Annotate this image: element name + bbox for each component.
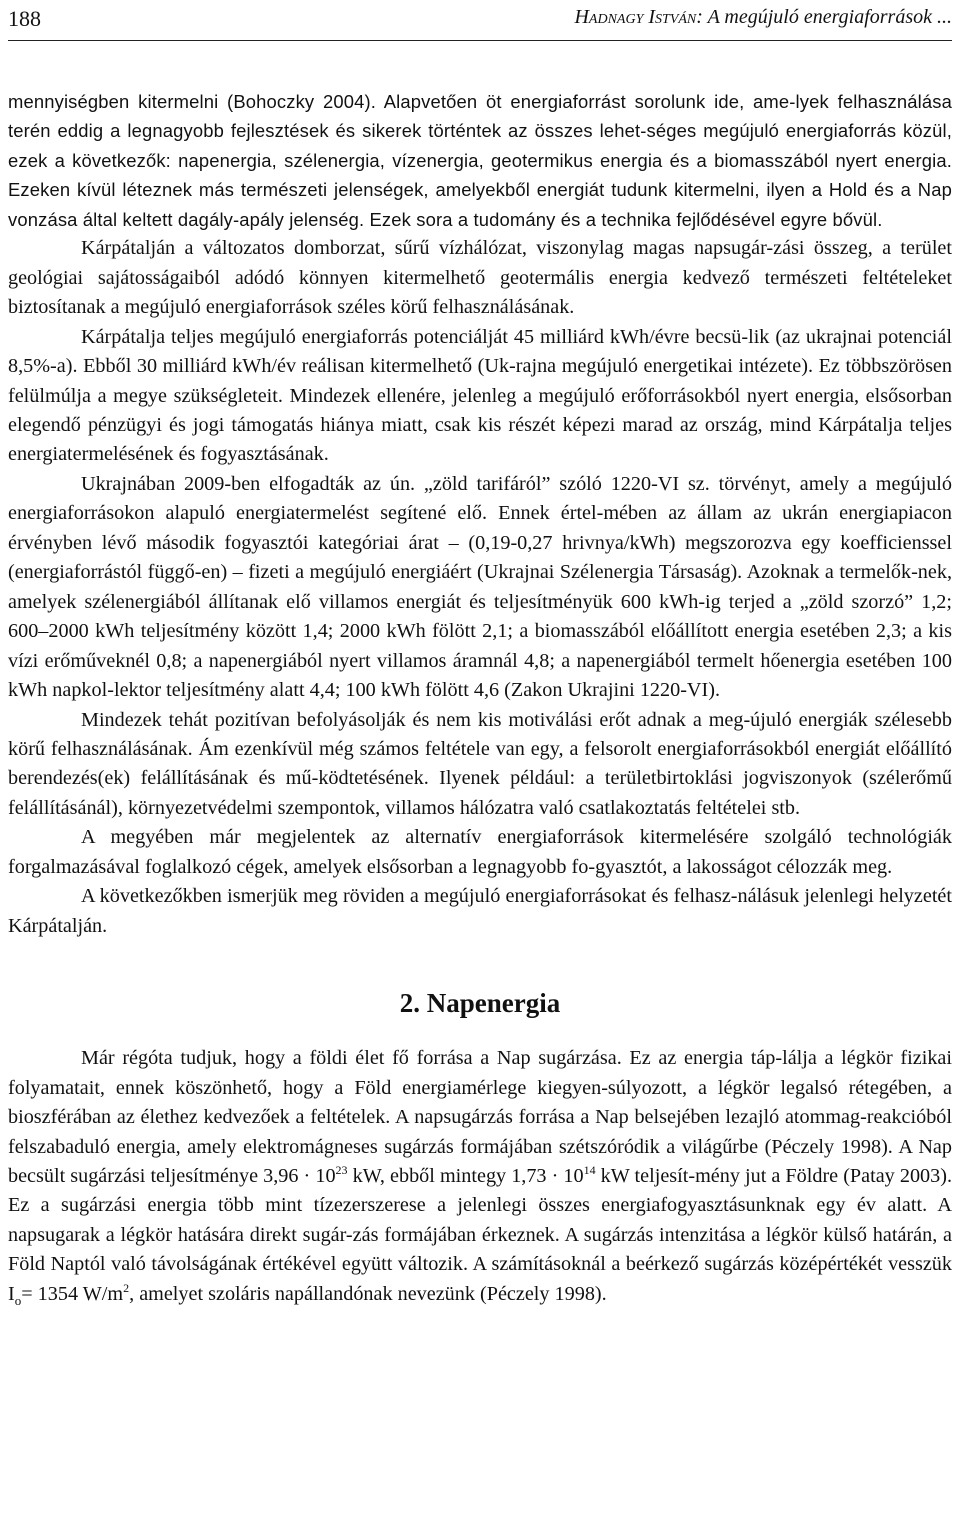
section-heading: 2. Napenergia [399,988,561,1019]
paragraph-conditions: Mindezek tehát pozitívan befolyásolják és nem kis motiválási erőt adnak a meg-újuló energiák szélesebb körű felhasználásának. Ám ezenkívül még számos feltétele van egy, a felsorolt energiaforrásokból energiát előállító berendezés(ek) felállításának és mű-ködtetésének. Ilyenek például: a területbirtoklási jogviszonyok (szélerőmű felállításánál), környezetvédelmi szempontok, villamos hálózatra való csatlakoztatás feltételei stb. [8,708,952,819]
exponent-1: 23 [335,1162,348,1177]
article-body [8,87,952,1309]
paragraph-karpatalja-conditions: Kárpátalján a változatos domborzat, sűrű vízhálózat, viszonylag magas napsugár-zási összeg, a terület geológiai sajátosságaiból adódó könnyen kitermelhető geotermális energia kedvező természeti feltételeket biztosítanak a megújuló energiaforrások széles körű felhasználásának. [8,237,952,319]
running-title [574,6,952,29]
solar-text-d: = 1354 W/m [21,1282,124,1305]
running-title-text: : A megújuló energiaforrások ... [696,6,952,28]
paragraph-companies: A megyében már megjelentek az alternatív energiaforrások kitermelésére szolgáló technológiák forgalmazásával foglalkozó cégek, amelyek elsősorban a legnagyobb fo-gyasztót, a lakosságot célozzák meg. [8,826,952,878]
paragraph-solar-energy [8,1044,952,1309]
paragraph-potential: Kárpátalja teljes megújuló energiaforrás potenciálját 45 milliárd kWh/évre becsü-lik (az ukrajnai potenciál 8,5%-a). Ebből 30 milliárd kWh/év reálisan kitermelhető (Uk-rajna megújuló energetikai intézete). Ez többszörösen felülmúlja a megye szükségleteit. Mindezek ellenére, jelenleg a megújuló erőforrásokból nyert energia, elsősorban elegendő pénzügyi és jogi támogatás hiánya miatt, csak kis részét képezi marad az ország, mind Kárpátalja teljes energiatermelésének és fogyasztásának. [8,325,952,466]
solar-text-c: kW teljesít-mény jut a Földre (Patay 2003). Ez a sugárzási energia több mint tízezerszerese a jelenlegi összes energiafogyasztásunknak egy év alatt. A napsugarak a légkör hatására direkt sugár-zás formájában érkeznek. A sugárzás intenzitása a légkör külső határán, a Föld Naptól való távolságának értékével együtt változik. A számításoknál a beérkező sugárzás középértékét vesszük I [8,1164,952,1305]
exponent-3: 2 [123,1280,130,1295]
solar-text-b: kW, ebből mintegy 1,73 · 10 [347,1164,584,1187]
intro-paragraph: mennyiségben kitermelni (Bohoczky 2004). Alapvetően öt energiaforrást sorolunk ide, ame-lyek felhasználása terén eddig a legnagyobb fejlesztések és sikerek történtek az összes lehet-séges megújuló energiaforrás közül, ezek a következők: napenergia, szélenergia, vízenergia, geotermikus energia és a biomasszából nyert energia. Ezeken kívül léteznek más természeti jelenségek, amelyekből energiát tudunk kitermelni, ilyen a Hold és a Nap vonzása által keltett dagály-apály jelenség. Ezek sora a tudomány és a technika fejlődésével egyre bővül. [8,91,952,230]
paragraph-overview: A következőkben ismerjük meg röviden a megújuló energiaforrásokat és felhasz-nálásuk jelenlegi helyzetét Kárpátalján. [8,885,952,937]
running-title-author: Hadnagy István [574,6,697,28]
paragraph-green-tariff: Ukrajnában 2009-ben elfogadták az ún. „zöld tarifáról” szóló 1220-VI sz. törvényt, amely a megújuló energiaforrásokon alapuló energiatermelést segítené elő. Ennek értel-mében az állam az ukrán energiapiacon érvényben lévő második fogyasztói kategóriai árat – (0,19-0,27 hrivnya/kWh) megszorozva egy koefficienssel (energiaforrástól függő-en) – fizeti a megújuló energiáért (Ukrajnai Szélenergia Társaság). Azoknak a termelők-nek, amelyek szélenergiából állítanak elő villamos energiát és teljesítményük 600 kWh-ig terjed a „zöld szorzó” 1,2; 600–2000 kWh teljesítmény között 1,4; 2000 kWh fölött 2,1; a biomasszából előállított energia esetében 2,3; a kis vízi erőműveknél 0,8; a napenergiából nyert villamos áramnál 4,8; a napenergiából termelt hőenergia esetében 100 kWh napkol-lektor teljesítmény alatt 4,4; 100 kWh fölött 4,6 (Zakon Ukrajini 1220-VI). [8,472,952,702]
page-number: 188 [8,6,41,31]
header-rule [8,40,952,41]
solar-text-a: Már régóta tudjuk, hogy a földi élet fő forrása a Nap sugárzása. Ez az energia táp-lálja a légkör fizikai folyamatait, ennek köszönhető, hogy a Föld energiamérlege kiegyen-súlyozott, a légkör legalsó rétegében, a bioszférában az élethez kedvezőek a feltételek. A napsugárzás forrása a Nap belsejében lezajló atommag-reakcióból felszabaduló energia, amely elektromágneses sugárzás formájában szétszóródik a világűrbe (Péczely 1998). A Nap becsült sugárzási teljesítménye 3,96 · 10 [8,1047,952,1187]
subscript-o: o [14,1292,22,1308]
exponent-2: 14 [583,1162,596,1177]
running-header [8,0,952,40]
solar-text-e: , amelyet szoláris napállandónak nevezünk (Péczely 1998). [129,1282,607,1305]
